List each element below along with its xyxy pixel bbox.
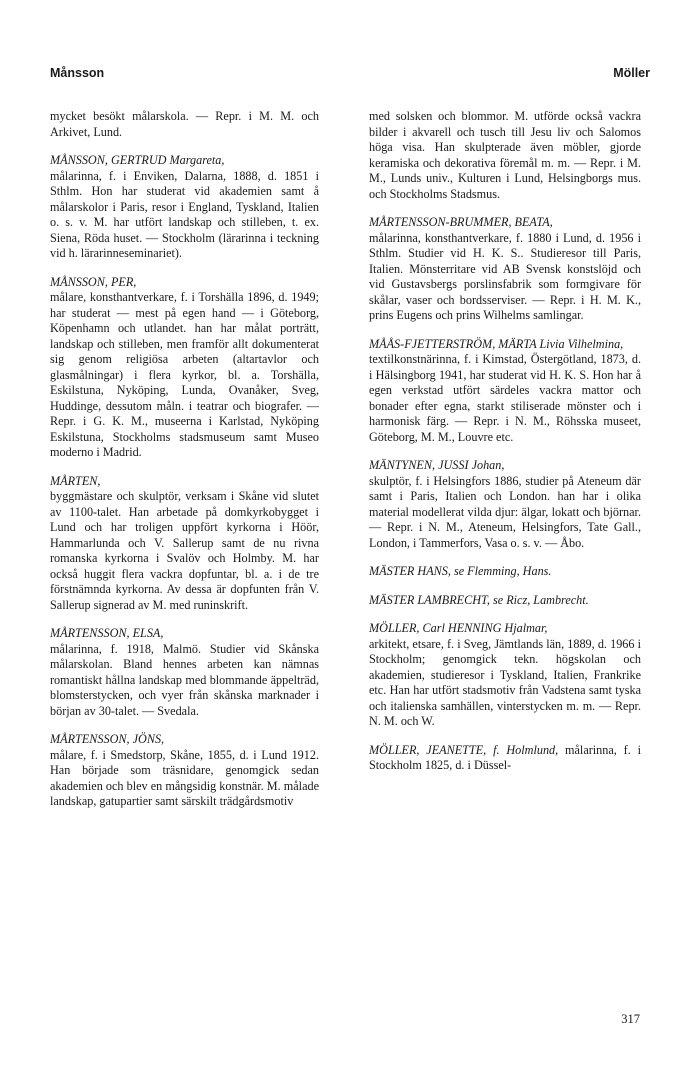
entry-text: målare, f. i Smedstorp, Skåne, 1855, d. i Lund 1912. Han började som träsnidare, genomgick sedan akademien och blev en mångsidig konstnär. M. målade landskap, gatupartier samt särskilt trädgårdsmotiv [50, 747, 319, 808]
entry-text: målarinna, f. i Enviken, Dalarna, 1888, d. 1851 i Sthlm. Hon har studerat vid akademien samt å målarskolor i Paris, resor i England, Tyskland, Italien o. s. v. M. har utfört landskap och stilleben, t. ex. Siena, Röda huset. — Stockholm (lärarinna i teckning vid h. lärarinneseminariet). [50, 168, 319, 260]
entry-text: målare, konsthantverkare, f. i Torshälla 1896, d. 1949; har studerat — mest på egen hand — i Göteborg, Köpenhamn och utlandet. han har målat porträtt, landskap och stilleben, men framför allt dokumenterat sig genom religiösa arbeten (altartavlor och glasmålningar) i flera kyrkor, bl. a. Torshälla, Eskilstuna, Nyköping, Lunda, Ovanåker, Sveg, Huddinge, dessutom måln. i teatrar och biografer. — Repr. i G. K. M., museerna i Karlstad, Nyköping Eskilstuna, Stockholms stadsmuseum samt Museo moderno i Madrid. [50, 290, 319, 459]
entry-heading: MÄNTYNEN, JUSSI Johan, [369, 458, 505, 472]
entry [50, 153, 319, 262]
header-right-word: Möller [613, 66, 650, 80]
entry-heading: MÅRTENSSON, JÖNS, [50, 732, 165, 746]
entry-heading: MÅRTEN, [50, 473, 101, 488]
entry [369, 109, 641, 202]
entry [50, 626, 319, 719]
entry-text: skulptör, f. i Helsingfors 1886, studier på Ateneum där samt i Paris, Italien och London. han har i olika material modellerat vilda djur: älgar, lokatt och björnar. — Repr. i N. M., Ateneum, Helsingfors, Tate Gall., London, i Tammerfors, Vasa o. s. v. — Åbo. [369, 473, 641, 550]
right-column [369, 109, 641, 787]
entry-text: målarinna, konsthantverkare, f. 1880 i Lund, d. 1956 i Sthlm. Studier vid H. K. S.. Studieresor till Paris, Italien. Mönsterritare vid AB Svensk konstslöjd och vid Gustavsbergs porslinsfabrik som formgivare för skålar, vaser och bordsserviser. — Repr. i H. M. K., prins Eugens och prins Wilhelms samlingar. [369, 230, 641, 322]
entry-heading-tail: se Ricz, Lambrecht. [489, 592, 589, 607]
entry-text: byggmästare och skulptör, verksam i Skåne vid slutet av 1100-talet. Han arbetade på domkyrkobygget i Lund och har troligen uppfört kyrkorna i Höör, Hammarlunda och V. Sallerup samt de nu rivna romanska kyrkorna i Svalöv och Holmby. M. har också huggit flera vackra dopfuntar, bl. a. i de tre förstnämnda kyrkorna. Av dessa är dopfunten från V. Sallerup signerad av M. med runinskrift. [50, 489, 319, 612]
entry [369, 743, 641, 774]
entry-heading: MÄSTER LAMBRECHT, [369, 592, 490, 607]
entry-text: arkitekt, etsare, f. i Sveg, Jämtlands län, 1889, d. 1966 i Stockholm; genomgick tekn. högskolan och akademien, studieresor i Tyskland, Italien, Frankrike etc. Han har utfört stadsmotiv från Vadstena samt tyska och italienska samhällen, vinterstycken m. m. — Repr. N. M. och W. [369, 636, 641, 728]
entry [50, 732, 319, 810]
entry-heading: MÅRTENSSON, ELSA, [50, 626, 164, 640]
entry [50, 474, 319, 614]
entry-heading: MÖLLER, Carl HENNING Hjalmar, [369, 621, 548, 635]
running-header [50, 66, 650, 84]
entry [369, 621, 641, 730]
entry-text: målarinna, f. 1918, Malmö. Studier vid Skånska målarskolan. Bland hennes arbeten kan nämnas romantiskt hållna landskap med blommande äppelträd, blomsterstycken, och vyer från skånska marknader i början av 30-talet. — Svedala. [50, 641, 319, 718]
entry [50, 275, 319, 461]
entry [369, 337, 641, 446]
entry [50, 109, 319, 140]
entry-heading: MÅRTENSSON-BRUMMER, BEATA, [369, 215, 553, 229]
entry [369, 458, 641, 551]
entry-text: mycket besökt målarskola. — Repr. i M. M. och Arkivet, Lund. [50, 109, 319, 139]
header-left-word: Månsson [50, 66, 105, 80]
entry-text: textilkonstnärinna, f. i Kimstad, Östergötland, 1873, d. i Hälsingborg 1941, har studerat vid H. K. S. Hon har å egen verkstad utfört särdeles vackra mattor och bonader efter egna, starkt stiliserade mönster och i harmonisk färg. — Repr. i N. M., Röhsska museet, Göteborg, M. M., Louvre etc. [369, 352, 641, 444]
entry-heading: MÅNSSON, PER, [50, 274, 137, 289]
entry-heading-tail: f. Holmlund, [486, 742, 559, 757]
entry-heading: MÅÅS-FJETTERSTRÖM, MÄRTA Livia Vilhelmina, [369, 336, 624, 351]
entry [369, 215, 641, 324]
entry [369, 564, 641, 580]
entry-heading: MÅNSSON, GERTRUD Margareta, [50, 153, 225, 167]
entry [369, 593, 641, 609]
entry-heading-tail: se Flemming, Hans. [450, 564, 552, 578]
left-column [50, 109, 319, 823]
entry-text: med solsken och blommor. M. utförde också vackra bilder i akvarell och tusch till Jesu liv och Salomos höga visa. Han skulpterade även möbler, gjorde keramiska och dekorativa föremål m. m. — Repr. i M. M., Lunds univ., Kulturen i Lund, Helsingborgs mus. och Stockholms Stadsmus. [369, 109, 641, 201]
entry-text: målarinna, f. i Stockholm 1825, d. i Düssel- [369, 742, 642, 772]
page-number: 317 [621, 1012, 640, 1026]
entry-heading: MÖLLER, JEANETTE, [369, 742, 487, 757]
entry-heading: MÄSTER HANS, [369, 564, 451, 578]
